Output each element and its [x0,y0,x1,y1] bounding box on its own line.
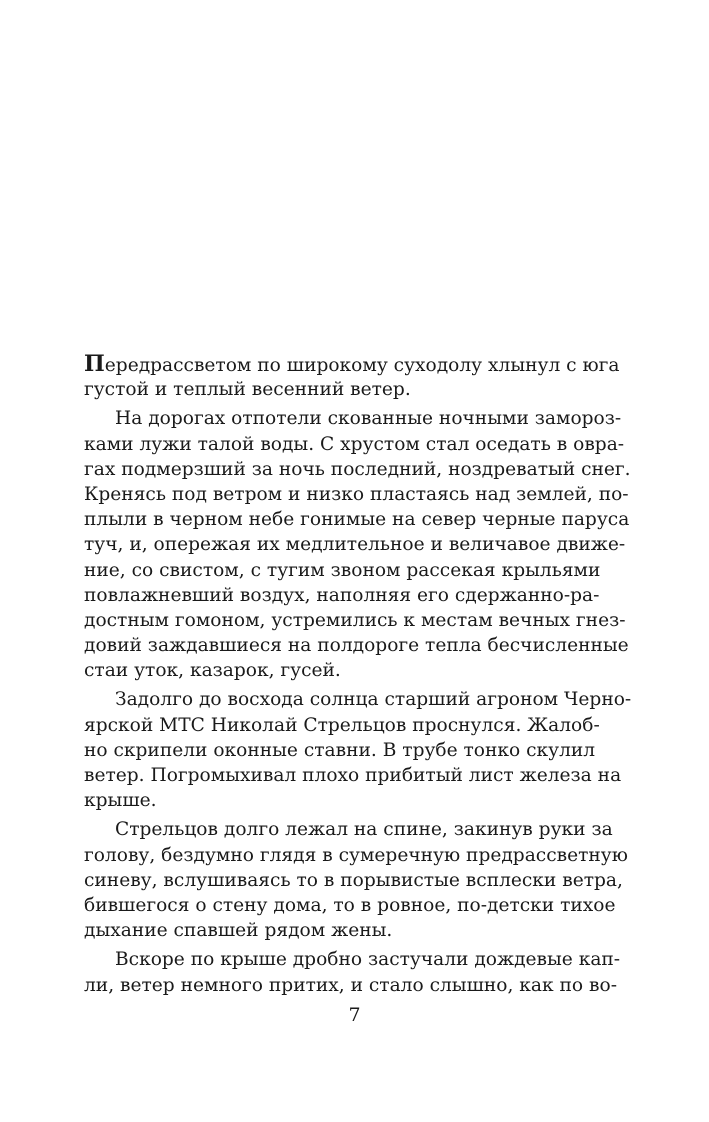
text-line: довий заждавшиеся на полдороге тепла бесчисленные [84,635,629,657]
paragraph-4 [84,817,628,943]
text-line: ками лужи талой воды. С хрустом стал оседать в овра- [84,433,625,455]
paragraph-5 [84,947,621,997]
text-line: дыхание спавшей рядом жены. [84,920,393,942]
text-line [84,351,620,377]
text-line: крыше. [84,790,157,812]
text-line: бившегося о стену дома, то в ровное, по-детски тихое [84,894,616,916]
text-line: ветер. Погромыхивал плохо прибитый лист железа на [84,765,622,786]
text-line: густой и теплый весенний ветер. [84,379,411,401]
text-line: Стрельцов долго лежал на спине, закинув руки за [115,819,613,841]
drop-initial: П [84,351,105,377]
text-line: гах подмерзший за ночь последний, ноздреватый снег. [84,458,631,480]
text-line: ярской МТС Николай Стрельцов проснулся. Жалоб- [84,714,600,736]
text-line: ли, ветер немного притих, и стало слышно, как по во- [84,974,617,996]
paragraph-2 [84,406,631,683]
paragraph-1 [84,351,620,402]
text-line: Кренясь под ветром и низко пластаясь над землей, по- [84,483,629,505]
text-line: голову, бездумно глядя в сумеречную предрассветную [84,844,628,866]
text-line: повлажневший воздух, наполняя его сдержанно-ра- [84,584,600,606]
text-line: плыли в черном небе гонимые на север черные паруса [84,509,630,531]
paragraph-3 [84,687,632,813]
text-line: Вскоре по крыше дробно застучали дождевые кап- [115,949,621,971]
body-text [84,351,632,998]
text-line: достным гомоном, устремились к местам вечных гнез- [84,609,626,631]
text-line: На дорогах отпотели скованные ночными замороз- [115,408,622,430]
page-number: 7 [348,1004,361,1026]
text-line: синеву, вслушиваясь то в порывистые всплески ветра, [84,869,623,891]
text-line: туч, и, опережая их медлительное и величавое движе- [84,534,626,556]
text-line: ние, со свистом, с тугим звоном рассекая крыльями [84,559,601,581]
text-line: но скрипели оконные ставни. В трубе тонко скулил [84,739,596,761]
line-text: ередрассветом по широкому суходолу хлынул с юга [104,355,620,376]
text-line: стаи уток, казарок, гусей. [84,660,341,682]
text-line: Задолго до восхода солнца старший агроном Черно- [115,689,632,711]
